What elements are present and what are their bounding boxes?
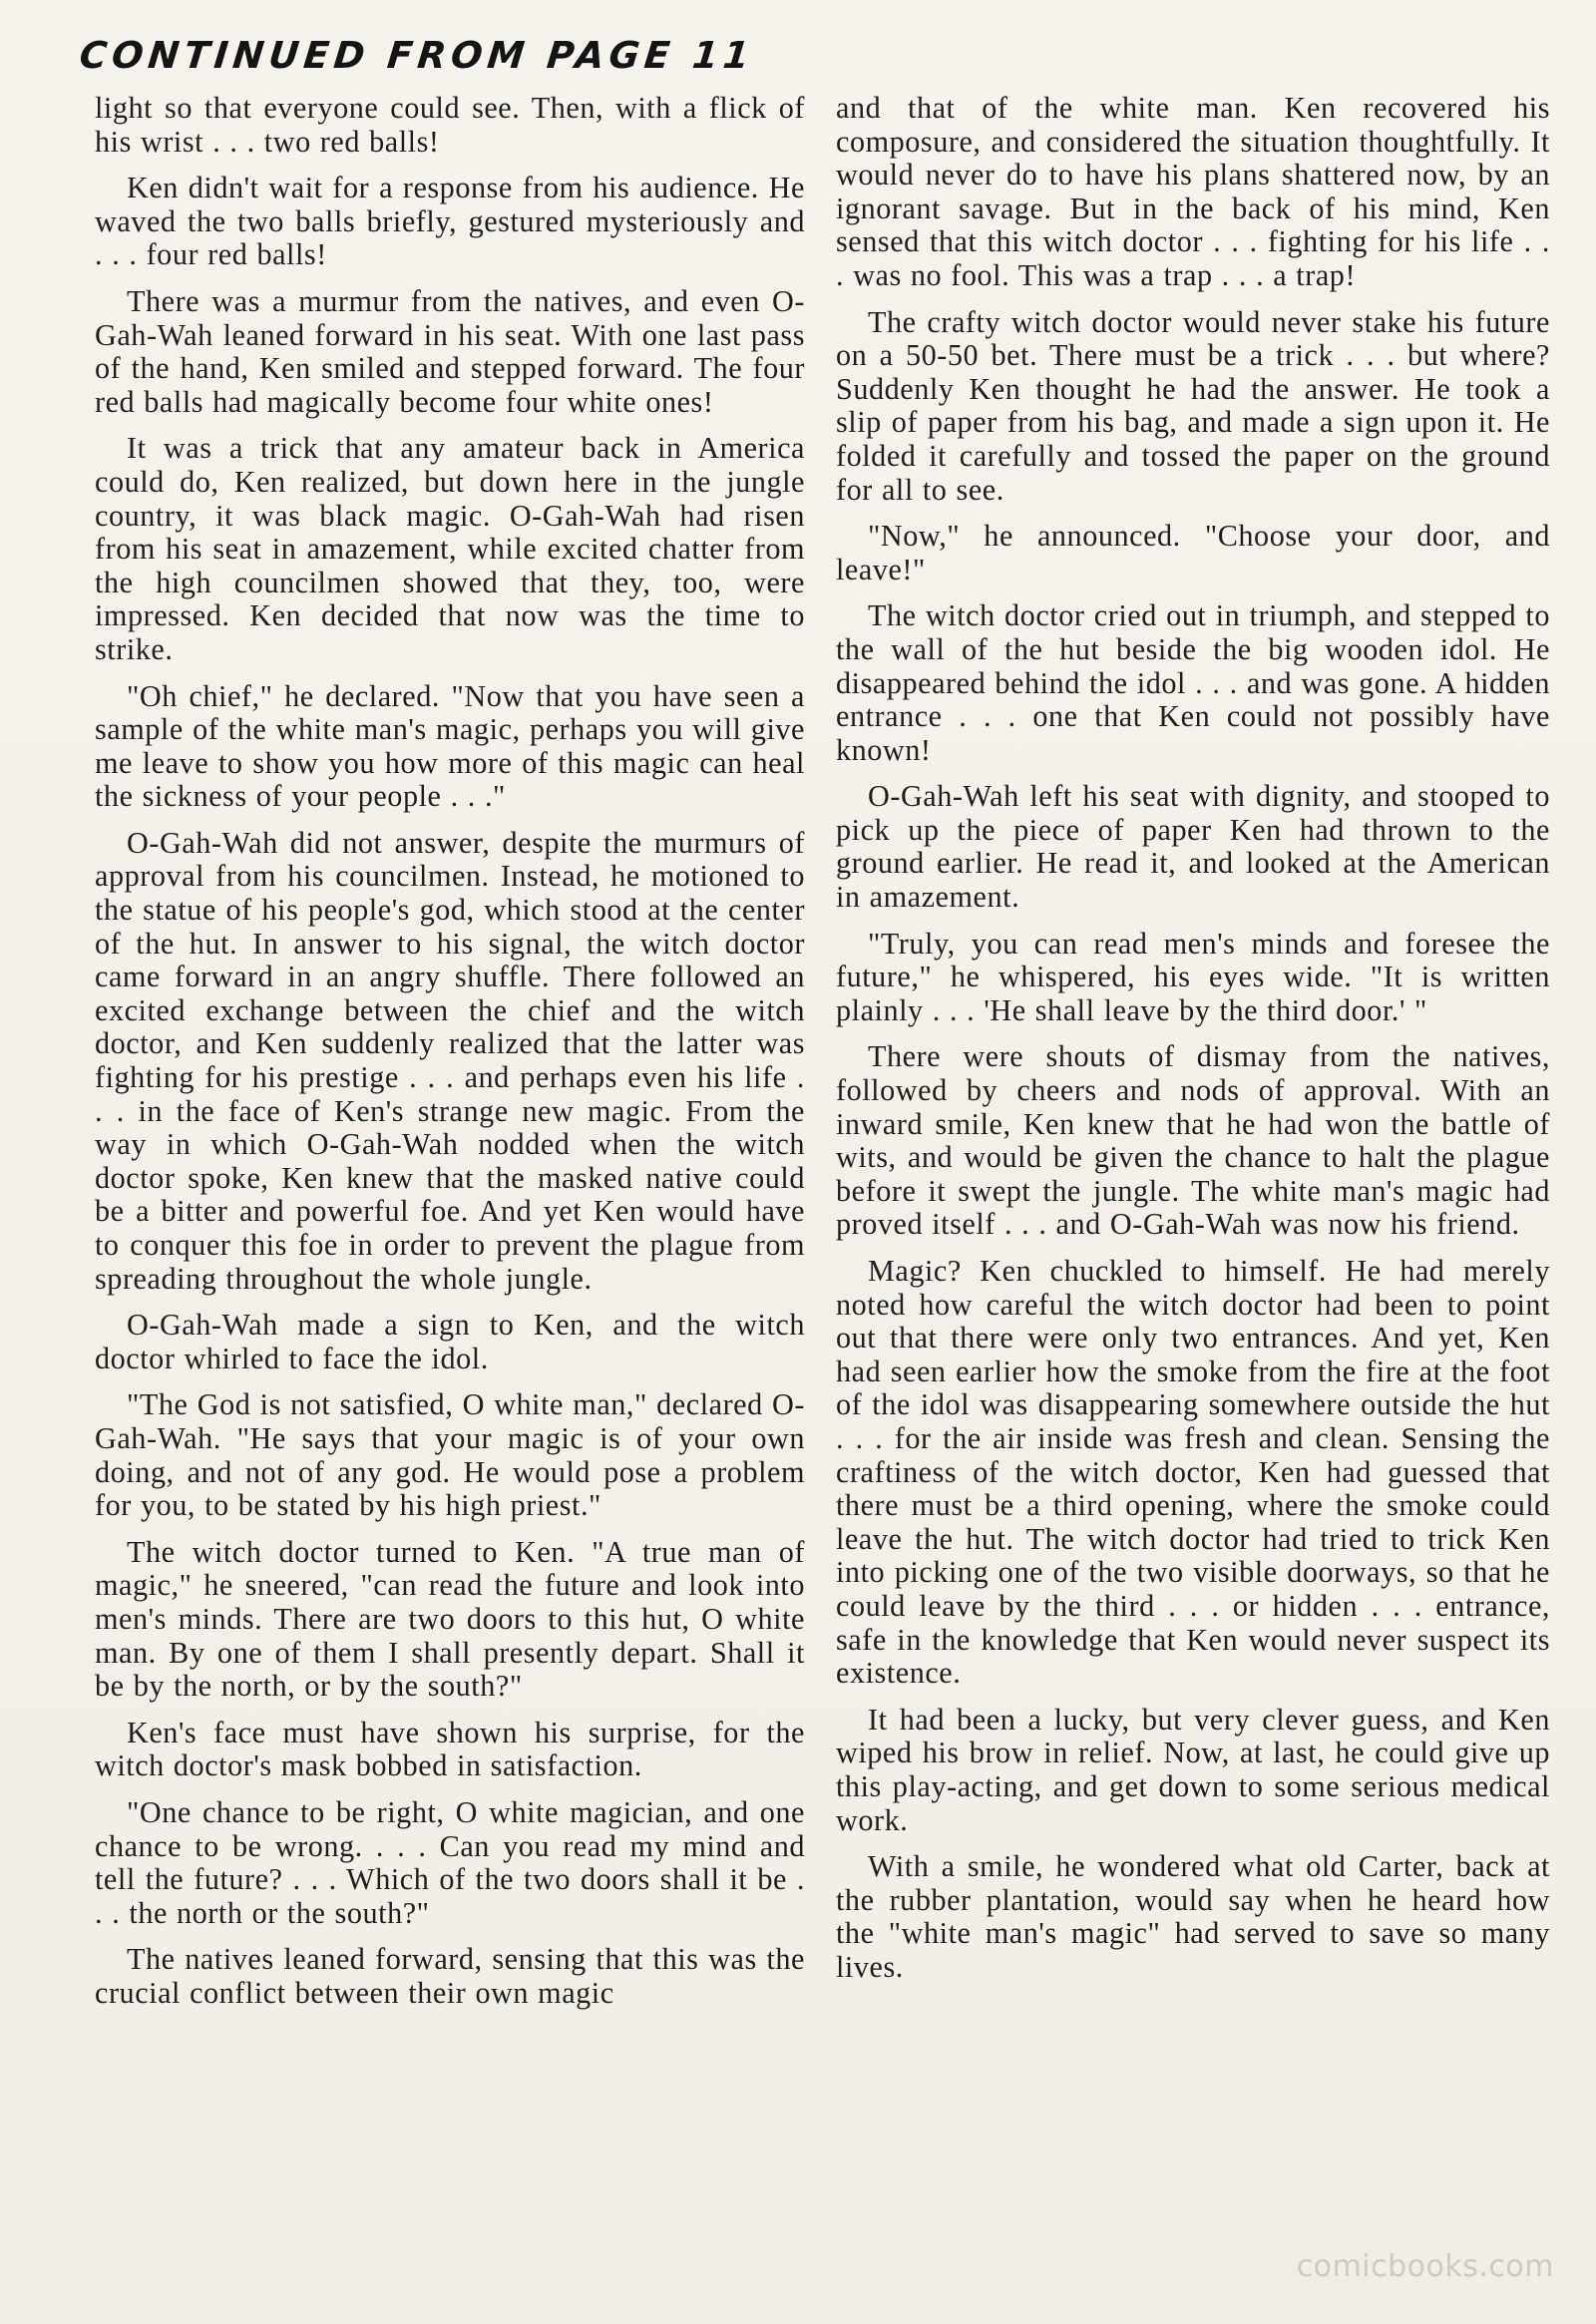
left-paragraph-9: The witch doctor turned to Ken. "A true man of magic," he sneered, "can read the future and look into men's minds. There are two doors to this hut, O white man. By one of them I shall presently depart. Shall it be by the north, or by the south?" xyxy=(95,1534,805,1704)
left-column xyxy=(95,92,805,2023)
right-paragraph-8: Magic? Ken chuckled to himself. He had merely noted how careful the witch doctor had been to point out that there were only two entrances. And yet, Ken had seen earlier how the smoke from the fire at the foot of the idol was disappearing somewhere outside the hut . . . for the air inside was fresh and clean. Sensing the craftiness of the witch doctor, Ken had guessed that there must be a third opening, where the smoke could leave the hut. The witch doctor had tried to trick Ken into picking one of the two visible doorways, so that he could leave by the third . . . or hidden . . . entrance, safe in the knowledge that Ken would never suspect its existence. xyxy=(836,1254,1550,1691)
watermark: comicbooks.com xyxy=(1296,2249,1554,2284)
left-paragraph-7: O-Gah-Wah made a sign to Ken, and the witch doctor whirled to face the idol. xyxy=(95,1308,805,1375)
left-paragraph-6: O-Gah-Wah did not answer, despite the murmurs of approval from his councilmen. Instead, he motioned to the statue of his people's god, which stood at the center of the hut. In answer to his signal, the witch doctor came forward in an angry shuffle. There followed an excited exchange between the chief and the witch doctor, and Ken suddenly realized that the latter was fighting for his prestige . . . and perhaps even his life . . . in the face of Ken's strange new magic. From the way in which O-Gah-Wah nodded when the witch doctor spoke, Ken knew that the masked native could be a bitter and powerful foe. And yet Ken would have to conquer this foe in order to prevent the plague from spreading throughout the whole jungle. xyxy=(95,825,805,1296)
right-paragraph-3: "Now," he announced. "Choose your door, and leave!" xyxy=(836,519,1550,586)
right-paragraph-5: O-Gah-Wah left his seat with dignity, and stooped to pick up the piece of paper Ken had thrown to the ground earlier. He read it, and looked at the American in amazement. xyxy=(836,779,1550,915)
right-paragraph-10: With a smile, he wondered what old Carter, back at the rubber plantation, would say when he heard how the "white man's magic" had served to save so many lives. xyxy=(836,1849,1550,1984)
left-paragraph-8: "The God is not satisfied, O white man," declared O-Gah-Wah. "He says that your magic is of your own doing, and not of any god. He would pose a problem for you, to be stated by his high priest." xyxy=(95,1387,805,1523)
right-column xyxy=(836,92,1550,1997)
left-paragraph-4: It was a trick that any amateur back in America could do, Ken realized, but down here in the jungle country, it was black magic. O-Gah-Wah had risen from his seat in amazement, while excited chatter from the high councilmen showed that they, too, were impressed. Ken decided that now was the time to strike. xyxy=(95,431,805,666)
left-paragraph-2: Ken didn't wait for a response from his audience. He waved the two balls briefly, gestured mysteriously and . . . four red balls! xyxy=(95,171,805,272)
right-paragraph-6: "Truly, you can read men's minds and foresee the future," he whispered, his eyes wide. "It is written plainly . . . 'He shall leave by the third door.' " xyxy=(836,926,1550,1027)
left-paragraph-3: There was a murmur from the natives, and even O-Gah-Wah leaned forward in his seat. With one last pass of the hand, Ken smiled and stepped forward. The four red balls had magically become four white ones! xyxy=(95,283,805,419)
continued-header: CONTINUED FROM PAGE 11 xyxy=(77,34,757,77)
right-paragraph-7: There were shouts of dismay from the natives, followed by cheers and nods of approval. With an inward smile, Ken knew that he had won the battle of wits, and would be given the chance to halt the plague before it swept the jungle. The white man's magic had proved itself . . . and O-Gah-Wah was now his friend. xyxy=(836,1039,1550,1242)
right-paragraph-9: It had been a lucky, but very clever guess, and Ken wiped his brow in relief. Now, at last, he could give up this play-acting, and get down to some serious medical work. xyxy=(836,1702,1550,1837)
left-paragraph-10: Ken's face must have shown his surprise, for the witch doctor's mask bobbed in satisfaction. xyxy=(95,1715,805,1783)
left-paragraph-12: The natives leaned forward, sensing that this was the crucial conflict between their own magic xyxy=(95,1942,805,2010)
left-paragraph-5: "Oh chief," he declared. "Now that you have seen a sample of the white man's magic, perhaps you will give me leave to show you how more of this magic can heal the sickness of your people . . ." xyxy=(95,678,805,814)
right-paragraph-1: and that of the white man. Ken recovered his composure, and considered the situation thoughtfully. It would never do to have his plans shattered now, by an ignorant savage. But in the back of his mind, Ken sensed that this witch doctor . . . fighting for his life . . . was no fool. This was a trap . . . a trap! xyxy=(836,91,1550,292)
right-paragraph-2: The crafty witch doctor would never stake his future on a 50-50 bet. There must be a trick . . . but where? Suddenly Ken thought he had the answer. He took a slip of paper from his bag, and made a sign upon it. He folded it carefully and tossed the paper on the ground for all to see. xyxy=(836,304,1550,507)
left-paragraph-11: "One chance to be right, O white magician, and one chance to be wrong. . . . Can you read my mind and tell the future? . . . Which of the two doors shall it be . . . the north or the south?" xyxy=(95,1794,805,1930)
left-paragraph-1: light so that everyone could see. Then, with a flick of his wrist . . . two red balls! xyxy=(95,91,805,159)
right-paragraph-4: The witch doctor cried out in triumph, and stepped to the wall of the hut beside the big wooden idol. He disappeared behind the idol . . . and was gone. A hidden entrance . . . one that Ken could not possibly have known! xyxy=(836,598,1550,767)
